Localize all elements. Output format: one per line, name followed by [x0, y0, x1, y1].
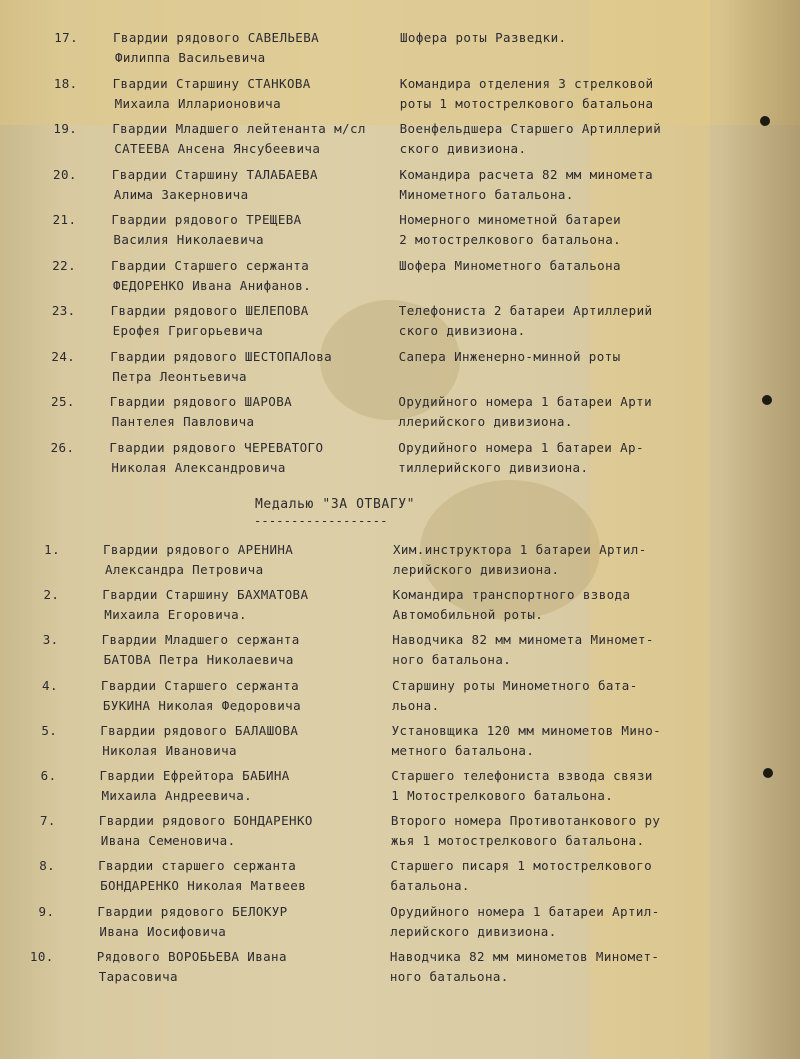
item-number: 18. [53, 75, 78, 91]
person-role [392, 676, 638, 716]
name-line: Гвардии рядового АРЕНИНА [103, 542, 294, 557]
person-name [111, 256, 311, 296]
role-line: Номерного минометной батареи [399, 212, 622, 227]
role-line: Старшего писаря 1 мотострелкового [390, 858, 653, 874]
item-number: 6. [40, 768, 57, 783]
role-line: ного батальона. [392, 652, 512, 668]
person-role [391, 856, 653, 896]
person-role [392, 630, 654, 670]
role-line: метного батальона. [391, 742, 535, 758]
role-line: ного батальона. [389, 968, 509, 984]
name-line: САТЕЕВА Ансена Янсубеевича [114, 141, 321, 156]
item-number: 8. [39, 858, 56, 874]
role-line: 2 мотострелкового батальона. [399, 232, 622, 247]
name-line: Александра Петровича [105, 562, 264, 577]
person-role [393, 585, 631, 625]
item-number: 10. [29, 948, 54, 964]
item-number: 19. [53, 121, 78, 136]
name-line: Рядового ВОРОБЬЕВА Ивана [96, 948, 287, 964]
role-line: тиллерийского дивизиона. [398, 459, 589, 475]
role-line: Телефониста 2 батареи Артиллерий [398, 303, 653, 318]
person-name [102, 630, 300, 670]
name-line: Гвардии рядового БОНДАРЕНКО [98, 813, 313, 829]
item-number: 21. [52, 212, 77, 227]
role-line: Минометного батальона. [399, 186, 574, 202]
role-line: роты 1 мотострелкового батальона [399, 95, 654, 111]
person-name [109, 438, 323, 478]
person-role [393, 540, 647, 580]
role-line: Старшего телефониста взвода связи [391, 768, 653, 783]
person-name [110, 347, 332, 387]
person-name [98, 856, 306, 896]
binding-hole [762, 395, 772, 405]
person-role [398, 438, 644, 478]
person-name [97, 947, 287, 987]
paper-edge-shadow [720, 0, 800, 1059]
role-line: Хим.инструктора 1 батареи Артил- [393, 542, 647, 557]
section-title-medal: Медалью "ЗА ОТВАГУ" [255, 497, 416, 512]
role-line: 1 Мотострелкового батальона. [391, 788, 614, 803]
name-line: Гвардии рядового ШЕЛЕПОВА [110, 303, 309, 318]
name-line: Гвардии рядового ТРЕЩЕВА [111, 212, 302, 227]
name-line: Пантелея Павловича [111, 414, 255, 429]
role-line: ского дивизиона. [399, 141, 527, 156]
item-number: 9. [38, 903, 55, 919]
person-name [111, 210, 301, 250]
item-number: 4. [42, 677, 58, 693]
name-line: Ивана Иосифовича [99, 923, 227, 939]
person-name [113, 28, 319, 68]
person-name [101, 676, 301, 716]
item-number: 22. [52, 257, 76, 273]
person-name [111, 301, 309, 341]
name-line: Гвардии старшего сержанта [98, 858, 297, 874]
name-line: Михаила Илларионовича [114, 95, 282, 111]
name-line: Алима Закерновича [113, 186, 249, 202]
role-line: Автомобильной роты. [392, 607, 544, 623]
name-line: БОНДАРЕНКО Николая Матвеев [100, 878, 307, 894]
item-number: 17. [54, 30, 78, 45]
person-name [99, 811, 313, 851]
role-line: Шофера роты Разведки. [400, 30, 567, 45]
name-line: Гвардии рядового БЕЛОКУР [97, 903, 288, 919]
role-line: Старшину роты Минометного бата- [391, 677, 638, 693]
person-name [110, 392, 292, 432]
person-name [103, 540, 293, 580]
person-role [392, 721, 661, 761]
person-name [112, 119, 366, 159]
name-line: Николая Ивановича [102, 742, 237, 758]
name-line: Гвардии Ефрейтора БАБИНА [99, 768, 290, 783]
person-role [399, 347, 621, 367]
item-number: 20. [53, 166, 77, 182]
name-line: Михаила Егоровича. [104, 607, 247, 623]
name-line: Гвардии Старшего сержанта [100, 677, 300, 693]
person-name [100, 721, 298, 761]
name-line: Гвардии Старшину ТАЛАБАЕВА [111, 166, 318, 182]
role-line: жья 1 мотострелкового батальона. [390, 833, 645, 849]
name-line: Гвардии рядового БАЛАШОВА [100, 722, 299, 738]
name-line: Василия Николаевича [113, 232, 264, 247]
name-line: Петра Леонтьевича [112, 368, 247, 384]
role-line: Орудийного номера 1 батареи Ар- [398, 439, 644, 455]
role-line: Орудийного номера 1 батареи Артил- [390, 903, 660, 919]
person-name [113, 74, 311, 114]
person-role [400, 74, 654, 114]
person-name [100, 766, 290, 806]
role-line: Командира отделения 3 стрелковой [399, 75, 654, 91]
name-line: Гвардии рядового ШЕСТОПАЛова [110, 348, 333, 364]
item-number: 5. [41, 722, 58, 738]
name-line: Ивана Семеновича. [100, 833, 236, 849]
binding-hole [760, 116, 770, 126]
role-line: Шофера Минометного батальона [399, 257, 621, 273]
person-role [398, 392, 652, 432]
name-line: Ерофея Григорьевича [112, 323, 264, 338]
person-name [97, 902, 287, 942]
person-role [390, 947, 659, 987]
item-number: 1. [44, 542, 60, 557]
person-role [400, 28, 566, 48]
name-line: Гвардии рядового ЧЕРЕВАТОГО [109, 439, 324, 455]
role-line: батальона. [390, 878, 470, 894]
role-line: ского дивизиона. [398, 323, 526, 338]
name-line: Гвардии Старшину БАХМАТОВА [102, 587, 309, 603]
person-role [399, 301, 653, 341]
item-number: 26. [50, 439, 75, 455]
role-line: Установщика 120 мм минометов Мино- [391, 722, 662, 738]
name-line: ФЕДОРЕНКО Ивана Анифанов. [113, 277, 312, 293]
role-line: Наводчика 82 мм минометов Миномет- [389, 948, 660, 964]
name-line: Гвардии Младшего лейтенанта м/сл [112, 121, 366, 136]
name-line: Гвардии рядового ШАРОВА [109, 394, 293, 409]
person-role [391, 766, 653, 806]
item-number: 3. [42, 632, 59, 648]
name-line: БАТОВА Петра Николаевича [103, 652, 294, 668]
name-line: Михаила Андреевича. [101, 788, 253, 803]
person-name [102, 585, 308, 625]
name-line: Гвардии Младшего сержанта [101, 632, 300, 648]
name-line: Гвардии рядового САВЕЛЬЕВА [113, 30, 320, 45]
role-line: Орудийного номера 1 батареи Арти [398, 394, 653, 409]
person-role [400, 119, 662, 159]
role-line: лерийского дивизиона. [390, 923, 557, 939]
person-role [399, 210, 621, 250]
name-line: Филиппа Васильевича [115, 50, 266, 65]
role-line: льона. [391, 697, 440, 713]
item-number: 2. [43, 587, 60, 603]
role-line: Командира расчета 82 мм миномета [399, 166, 654, 182]
person-name [112, 165, 318, 205]
name-line: Гвардии Старшину СТАНКОВА [112, 75, 311, 91]
section-underline: ------------------ [254, 514, 388, 528]
name-line: Гвардии Старшего сержанта [111, 257, 310, 273]
item-number: 25. [51, 394, 75, 409]
name-line: Николая Александровича [111, 459, 286, 475]
role-line: Второго номера Противотанкового ру [390, 813, 661, 829]
role-line: лерийского дивизиона. [393, 562, 560, 577]
name-line: БУКИНА Николая Федоровича [102, 697, 302, 713]
role-line: Военфельдшера Старшего Артиллерий [399, 121, 662, 136]
role-line: ллерийского дивизиона. [398, 414, 573, 429]
role-line: Командира транспортного взвода [392, 587, 631, 603]
item-number: 23. [51, 303, 76, 318]
item-number: 24. [51, 348, 76, 364]
name-line: Тарасовича [98, 968, 178, 984]
binding-hole [763, 768, 773, 778]
item-number: 7. [39, 813, 56, 829]
person-role [390, 902, 659, 942]
role-line: Сапера Инженерно-минной роты [398, 348, 621, 364]
person-role [399, 256, 621, 276]
person-role [399, 165, 653, 205]
person-role [391, 811, 660, 851]
role-line: Наводчика 82 мм миномета Миномет- [392, 632, 654, 648]
